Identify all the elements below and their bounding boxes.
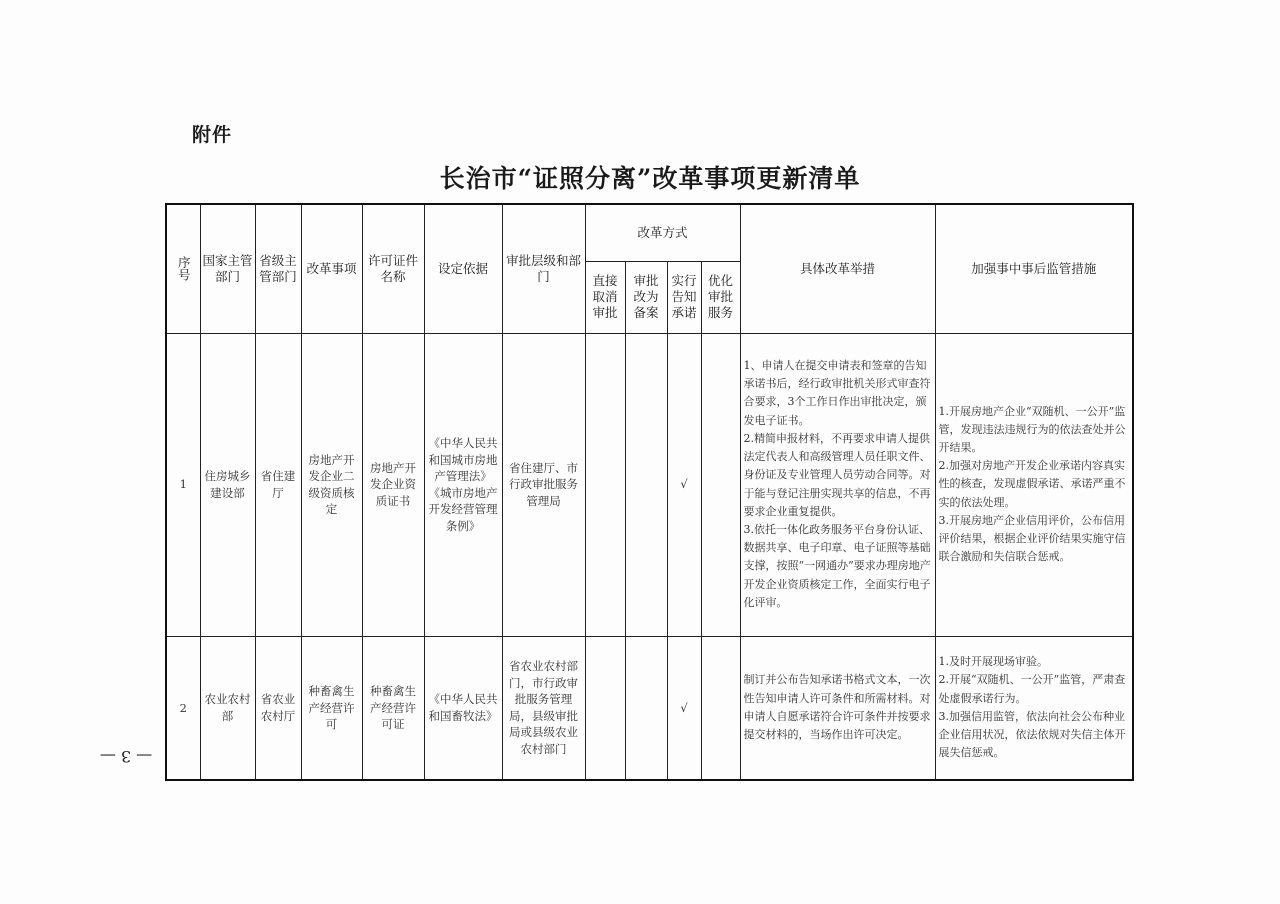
cell-approval-level: 省住建厅、市行政审批服务管理局 — [502, 333, 585, 636]
cell-measures: 制订并公布告知承诺书格式文本，一次性告知申请人许可条件和所需材料。对申请人自愿承诺符合许可条件并按要求提交材料的，当场作出许可决定。 — [740, 636, 935, 780]
cell-measures: 1、申请人在提交申请表和签章的告知承诺书后，经行政审批机关形式审查符合要求，3个工作日作出审批决定，颁发电子证书。 2.精简申报材料，不再要求申请人提供法定代表人和高级管理人员任职文件、身份证及专业管理人员劳动合同等。对于能与登记注册实现共享的信息，不再要求企业重复提供。 3.依托一体化政务服务平台身份认证、数据共享、电子印章、电子证照等基础支撑，按照“一网通办”要求办理房地产开发企业资质核定工作，全面实行电子化评审。 — [740, 333, 935, 636]
cell-reform-item: 种畜禽生产经营许可 — [301, 636, 362, 780]
cell-license-name: 房地产开发企业资质证书 — [362, 333, 424, 636]
page-number: — 3 — — [99, 747, 153, 767]
header-reform-item: 改革事项 — [301, 204, 362, 333]
attachment-label: 附件 — [192, 124, 233, 146]
cell-seq: 2 — [166, 636, 200, 780]
header-provincial-dept: 省级主管部门 — [255, 204, 301, 333]
cell-seq: 1 — [166, 333, 200, 636]
checkmark-icon: √ — [667, 333, 701, 636]
header-measures: 具体改革举措 — [740, 204, 935, 333]
header-approval-level: 审批层级和部门 — [502, 204, 585, 333]
cell-basis: 《中华人民共和国畜牧法》 — [424, 636, 502, 780]
cell-approval-level: 省农业农村部门，市行政审批服务管理局，县级审批局或县级农业农村部门 — [502, 636, 585, 780]
cell-mode-filing — [625, 636, 667, 780]
header-mode-optimize: 优化审批服务 — [701, 261, 740, 333]
cell-mode-optimize — [701, 636, 740, 780]
cell-provincial-dept: 省住建厅 — [255, 333, 301, 636]
cell-supervision: 1.开展房地产企业“双随机、一公开”监管，发现违法违规行为的依法查处并公开结果。 2.加强对房地产开发企业承诺内容真实性的核查，发现虚假承诺、承诺严重不实的依法处理。 3.开展房地产企业信用评价，公布信用评价结果，根据企业评价结果实施守信联合激励和失信联合惩戒。 — [935, 333, 1133, 636]
header-reform-mode: 改革方式 — [585, 204, 740, 261]
cell-mode-optimize — [701, 333, 740, 636]
cell-provincial-dept: 省农业农村厅 — [255, 636, 301, 780]
cell-license-name: 种畜禽生产经营许可证 — [362, 636, 424, 780]
document-title: 长治市“证照分离”改革事项更新清单 — [439, 164, 861, 193]
checkmark-icon: √ — [667, 636, 701, 780]
header-national-dept: 国家主管部门 — [200, 204, 255, 333]
header-mode-filing: 审批改为备案 — [625, 261, 667, 333]
header-seq: 序号 — [166, 204, 200, 333]
cell-mode-filing — [625, 333, 667, 636]
header-license-name: 许可证件名称 — [362, 204, 424, 333]
cell-mode-cancel — [585, 636, 625, 780]
cell-basis: 《中华人民共和国城市房地产管理法》《城市房地产开发经营管理条例》 — [424, 333, 502, 636]
cell-national-dept: 住房城乡建设部 — [200, 333, 255, 636]
reform-list-table — [165, 203, 1134, 781]
header-basis: 设定依据 — [424, 204, 502, 333]
cell-national-dept: 农业农村部 — [200, 636, 255, 780]
cell-supervision: 1.及时开展现场审验。 2.开展“双随机、一公开”监管，严肃查处虚假承诺行为。 3.加强信用监管，依法向社会公布种业企业信用状况，依法依规对失信主体开展失信惩戒。 — [935, 636, 1133, 780]
header-supervision: 加强事中事后监管措施 — [935, 204, 1133, 333]
header-row-1 — [166, 204, 1133, 261]
header-mode-notify: 实行告知承诺 — [667, 261, 701, 333]
cell-mode-cancel — [585, 333, 625, 636]
table-row — [166, 333, 1133, 636]
cell-reform-item: 房地产开发企业二级资质核定 — [301, 333, 362, 636]
table-row — [166, 636, 1133, 780]
header-mode-cancel: 直接取消审批 — [585, 261, 625, 333]
